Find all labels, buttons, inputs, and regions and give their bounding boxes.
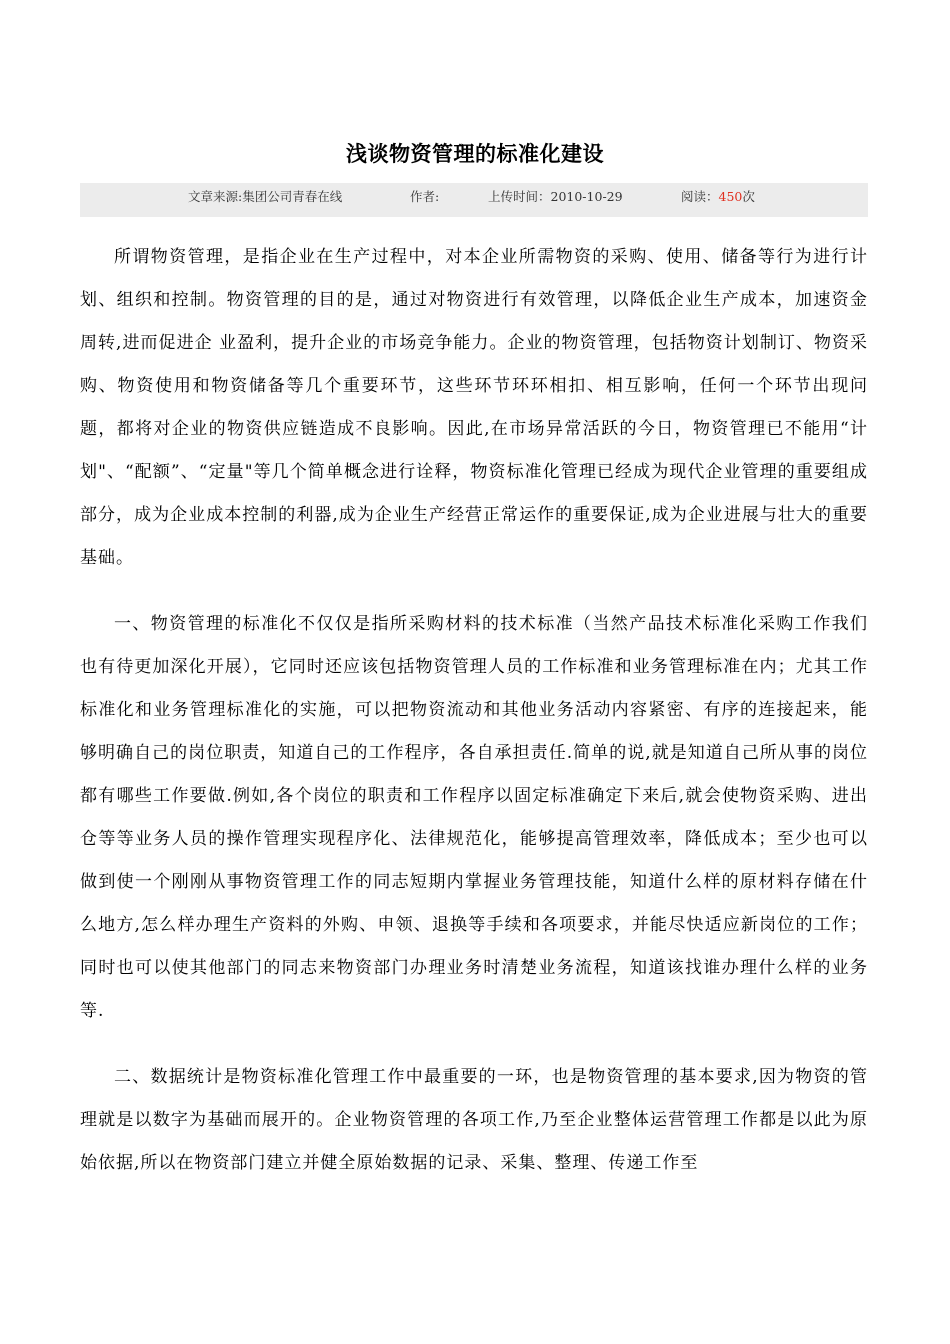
article-upload-time: 上传时间：2010-10-29 [488, 189, 623, 204]
article-body [80, 236, 868, 1185]
article-author: 作者: [410, 189, 440, 204]
article-paragraph-section-2: 二、数据统计是物资标准化管理工作中最重要的一环，也是物资管理的基本要求,因为物资的管理就是以数字为基础而展开的。企业物资管理的各项工作,乃至企业整体运营管理工作都是以此为原始依据,所以在物资部门建立并健全原始数据的记录、采集、整理、传递工作至 [80, 1067, 868, 1173]
read-count-label: 阅读： [681, 189, 719, 204]
article-paragraph-section-1: 一、物资管理的标准化不仅仅是指所采购材料的技术标准（当然产品技术标准化采购工作我们也有待更加深化开展），它同时还应该包括物资管理人员的工作标准和业务管理标准在内；尤其工作标准化和业务管理标准化的实施，可以把物资流动和其他业务活动内容紧密、有序的连接起来，能够明确自己的岗位职责，知道自己的工作程序，各自承担责任.简单的说,就是知道自己所从事的岗位都有哪些工作要做.例如,各个岗位的职责和工作程序以固定标准确定下来后,就会使物资采购、进出仓等等业务人员的操作管理实现程序化、法律规范化，能够提高管理效率，降低成本；至少也可以做到使一个刚刚从事物资管理工作的同志短期内掌握业务管理技能，知道什么样的原材料存储在什么地方,怎么样办理生产资料的外购、申领、退换等手续和各项要求，并能尽快适应新岗位的工作；同时也可以使其他部门的同志来物资部门办理业务时清楚业务流程，知道该找谁办理什么样的业务等. [80, 614, 868, 1021]
article-title: 浅谈物资管理的标准化建设 [346, 141, 604, 166]
article-source: 文章来源:集团公司青春在线 [188, 189, 343, 204]
read-count-unit: 次 [742, 189, 755, 204]
article-read-count [681, 183, 755, 211]
read-count-value: 450 [718, 189, 743, 204]
article-paragraph-intro: 所谓物资管理，是指企业在生产过程中，对本企业所需物资的采购、使用、储备等行为进行计划、组织和控制。物资管理的目的是，通过对物资进行有效管理，以降低企业生产成本，加速资金周转,进而促进企 业盈利，提升企业的市场竞争能力。企业的物资管理，包括物资计划制订、物资采购、物资使用和物资储备等几个重要环节，这些环节环环相扣、相互影响，任何一个环节出现问题，都将对企业的物资供应链造成不良影响。因此,在市场异常活跃的今日，物资管理已不能用“计划"、“配额”、“定量"等几个简单概念进行诠释，物资标准化管理已经成为现代企业管理的重要组成部分，成为企业成本控制的利器,成为企业生产经营正常运作的重要保证,成为企业进展与壮大的重要基础。 [80, 247, 868, 568]
article-meta-bar [80, 183, 868, 217]
